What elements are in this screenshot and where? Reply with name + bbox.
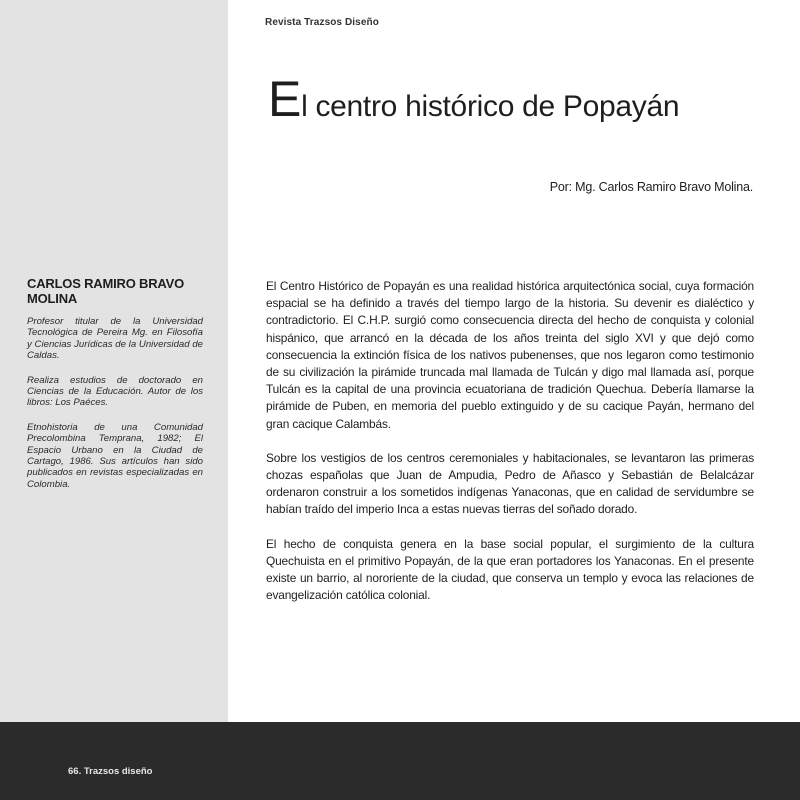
- author-name: CARLOS RAMIRO BRAVO MOLINA: [27, 276, 185, 306]
- author-bio: [27, 316, 203, 503]
- title-rest: l centro histórico de Popayán: [301, 90, 680, 123]
- body-paragraph: El hecho de conquista genera en la base social popular, el surgimiento de la cultura Quechuista en el primitivo Popayán, de la que eran portadores los Yanaconas. En el presente existe un barrio, al nororiente de la ciudad, que conserva un templo y evoca las relaciones de evangelización católica colonial.: [266, 536, 754, 603]
- article-body: [266, 278, 754, 621]
- running-header: Revista Trazsos Diseño: [265, 17, 379, 28]
- footer-band: [0, 722, 800, 800]
- body-paragraph: El Centro Histórico de Popayán es una realidad histórica arquitectónica social, cuya formación espacial se ha definido a través del tiempo largo de la historia. Su devenir es dialéctico y contradictorio. El C.H.P. surgió como consecuencia directa del hecho de conquista y colonial hispánico, que arrancó en la década de los años treinta del siglo XVI y que dejó como consecuencia la extinción física de los nativos pubenenses, que nos legaron como testimonio de su civilización la pirámide truncada mal llamada de Tulcán y digo mal llamada así, porque Tulcán es la capital de una provincia ecuatoriana de tradición Quechua. Debería llamarse la pirámide de Puben, en memoria del pueblo extinguido y de su cacique Payán, hermano del gran cacique Calambás.: [266, 279, 754, 431]
- author-bio-paragraph: Etnohistoria de una Comunidad Precolombina Temprana, 1982; El Espacio Urbano en la Ciudad de Cartago, 1986. Sus artículos han sido publicados en revistas especializadas en Colombia.: [27, 421, 203, 490]
- body-paragraph: Sobre los vestigios de los centros ceremoniales y habitacionales, se levantaron las primeras chozas españolas que Juan de Ampudia, Pedro de Añasco y Sebastián de Belalcázar ordenaron construir a los sometidos indígenas Yanaconas, que en calidad de servidumbre se habían traído del imperio Inca a estas nuevas tierras del soñado dorado.: [266, 450, 754, 517]
- author-bio-paragraph: Profesor titular de la Universidad Tecnológica de Pereira Mg. en Filosofía y Ciencias Jurídicas de la Universidad de Caldas.: [27, 316, 203, 362]
- author-bio-paragraph: Realiza estudios de doctorado en Ciencias de la Educación. Autor de los libros: Los Paéces.: [27, 374, 203, 409]
- title-initial: E: [268, 71, 302, 127]
- article-title: [268, 70, 679, 128]
- article-byline: Por: Mg. Carlos Ramiro Bravo Molina.: [549, 180, 753, 194]
- page-folio: 66. Trazsos diseño: [68, 766, 153, 777]
